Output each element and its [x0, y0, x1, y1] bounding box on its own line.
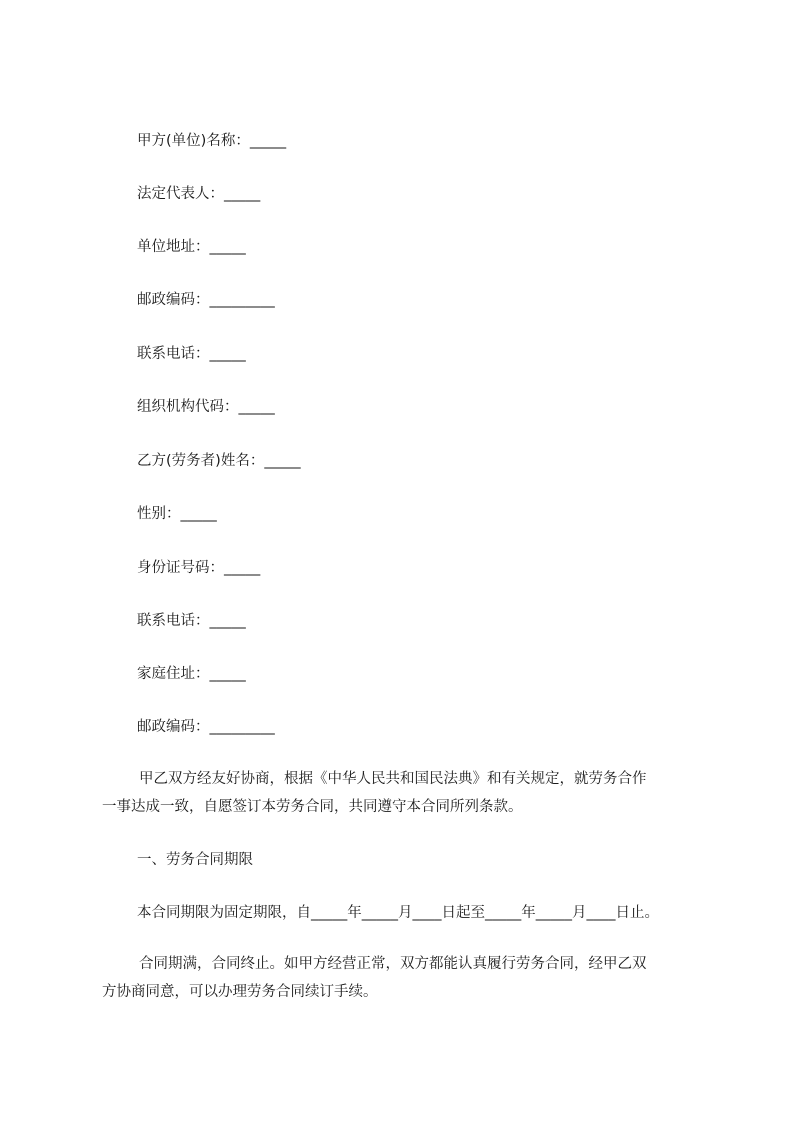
field-blank: _____	[238, 399, 275, 415]
party-b-name-field	[137, 451, 301, 471]
field-label: 联系电话：	[137, 346, 210, 362]
field-label: 联系电话：	[137, 613, 210, 629]
field-blank: _____	[249, 133, 287, 149]
expiry-paragraph	[102, 950, 702, 1006]
legal-representative-field	[137, 184, 260, 204]
contract-term-text: 本合同期限为固定期限，自_____年_____月____日起至_____年_____月____日止。	[137, 905, 659, 921]
field-blank: _________	[209, 292, 275, 308]
party-a-phone-field	[137, 344, 246, 364]
party-a-postcode-field	[137, 290, 275, 310]
field-label: 甲方(单位)名称：	[137, 133, 250, 149]
gender-field	[137, 504, 217, 524]
field-label: 法定代表人：	[137, 186, 224, 202]
field-label: 邮政编码：	[137, 292, 210, 308]
intro-line-1: 甲乙双方经友好协商，根据《中华人民共和国民法典》和有关规定，就劳务合作	[139, 771, 647, 787]
field-label: 组织机构代码：	[137, 399, 239, 415]
organization-code-field	[137, 397, 275, 417]
intro-line-2: 一事达成一致，自愿签订本劳务合同，共同遵守本合同所列条款。	[102, 799, 523, 815]
field-blank: _________	[209, 719, 275, 735]
party-a-address-field	[137, 237, 246, 257]
id-number-field	[137, 558, 260, 578]
field-blank: _____	[209, 613, 246, 629]
field-blank: _____	[264, 453, 301, 469]
field-label: 单位地址：	[137, 239, 210, 255]
party-b-phone-field	[137, 611, 246, 631]
field-label: 家庭住址：	[137, 666, 210, 682]
field-label: 性别：	[137, 506, 181, 522]
home-address-field	[137, 664, 246, 684]
field-label: 身份证号码：	[137, 560, 224, 576]
field-label: 邮政编码：	[137, 719, 210, 735]
field-label: 乙方(劳务者)姓名：	[137, 453, 265, 469]
field-blank: _____	[209, 346, 246, 362]
section-heading-term: 一、劳务合同期限	[137, 852, 253, 868]
party-b-postcode-field	[137, 717, 275, 737]
intro-paragraph	[102, 765, 702, 821]
field-blank: _____	[209, 239, 246, 255]
field-blank: _____	[209, 666, 246, 682]
field-blank: _____	[224, 186, 261, 202]
party-a-name-field	[137, 131, 286, 151]
expiry-line-2: 方协商同意，可以办理劳务合同续订手续。	[102, 984, 378, 1000]
field-blank: _____	[180, 506, 217, 522]
expiry-line-1: 合同期满，合同终止。如甲方经营正常，双方都能认真履行劳务合同，经甲乙双	[139, 956, 647, 972]
field-blank: _____	[224, 560, 261, 576]
